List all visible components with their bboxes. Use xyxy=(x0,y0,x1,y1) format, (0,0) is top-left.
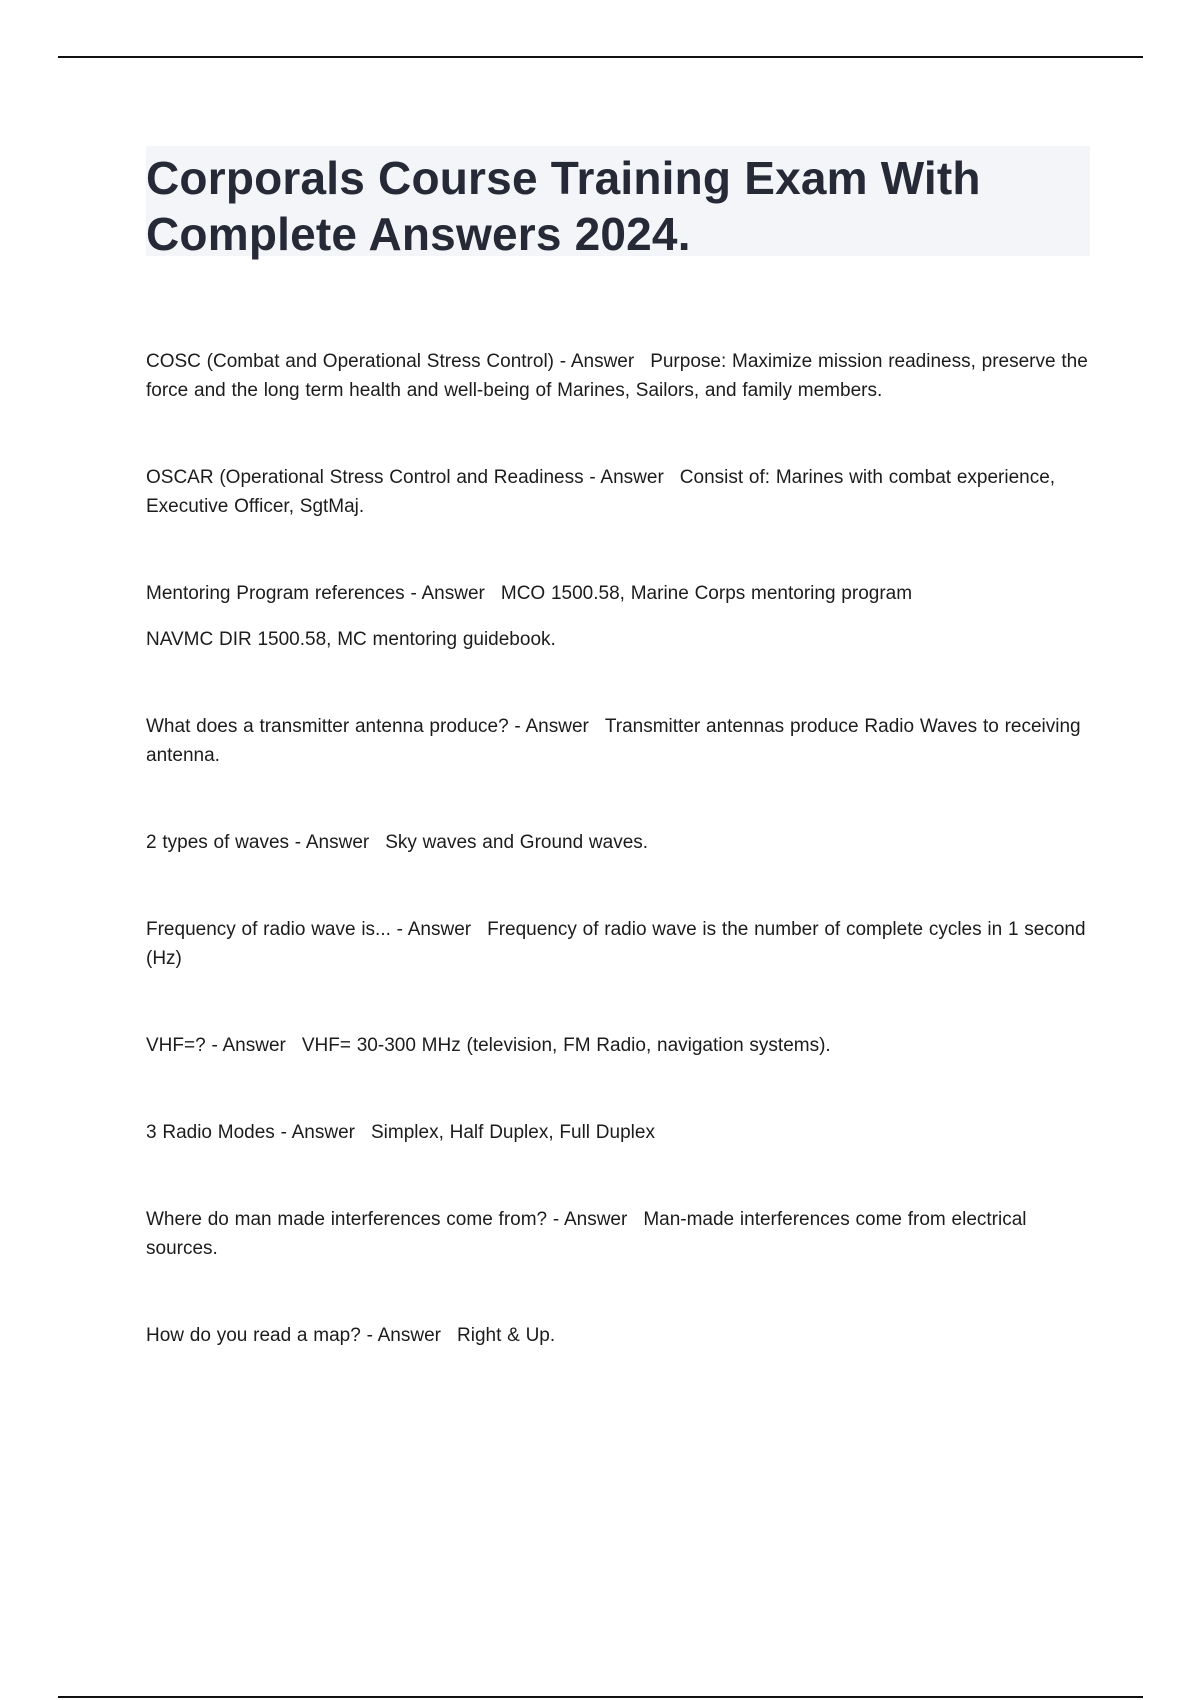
question-text: Mentoring Program references - Answer xyxy=(146,583,485,604)
qa-item xyxy=(146,712,1096,770)
question-text: OSCAR (Operational Stress Control and Readiness - Answer xyxy=(146,467,664,488)
qa-item xyxy=(146,579,1096,654)
question-text: 2 types of waves - Answer xyxy=(146,832,370,853)
qa-list xyxy=(146,347,1096,1408)
question-text: Frequency of radio wave is... - Answer xyxy=(146,919,472,940)
qa-item xyxy=(146,463,1096,521)
answer-text: MCO 1500.58, Marine Corps mentoring program xyxy=(500,583,913,604)
top-rule xyxy=(58,56,1143,58)
answer-text: Frequency of radio wave is the number of complete cycles in 1 second (Hz) xyxy=(146,919,1086,969)
question-text: Where do man made interferences come from? - Answer xyxy=(146,1209,628,1230)
qa-item xyxy=(146,347,1096,405)
title-banner xyxy=(146,146,1090,260)
answer-text: Simplex, Half Duplex, Full Duplex xyxy=(371,1122,655,1143)
answer-extra-text: NAVMC DIR 1500.58, MC mentoring guidebook. xyxy=(146,629,556,650)
qa-item xyxy=(146,1031,1096,1060)
qa-item xyxy=(146,1205,1096,1263)
answer-text: Right & Up. xyxy=(457,1325,556,1346)
qa-item xyxy=(146,1118,1096,1147)
question-text: What does a transmitter antenna produce? - Answer xyxy=(146,716,589,737)
qa-item xyxy=(146,915,1096,973)
bottom-rule xyxy=(58,1696,1143,1698)
document-title: Corporals Course Training Exam With Complete Answers 2024. xyxy=(146,152,981,260)
answer-text: Purpose: Maximize mission readiness, preserve the force and the long term health and well-being of Marines, Sailors, and family members. xyxy=(146,351,1088,401)
answer-text: Sky waves and Ground waves. xyxy=(385,832,649,853)
answer-text: Consist of: Marines with combat experience, Executive Officer, SgtMaj. xyxy=(146,467,1056,517)
answer-text: VHF= 30-300 MHz (television, FM Radio, navigation systems). xyxy=(301,1035,831,1056)
qa-item xyxy=(146,1321,1096,1350)
question-text: 3 Radio Modes - Answer xyxy=(146,1122,355,1143)
question-text: How do you read a map? - Answer xyxy=(146,1325,441,1346)
answer-text: Man-made interferences come from electrical sources. xyxy=(146,1209,1027,1259)
question-text: VHF=? - Answer xyxy=(146,1035,286,1056)
qa-item xyxy=(146,828,1096,857)
question-text: COSC (Combat and Operational Stress Control) - Answer xyxy=(146,351,635,372)
answer-text: Transmitter antennas produce Radio Waves to receiving antenna. xyxy=(146,716,1081,766)
